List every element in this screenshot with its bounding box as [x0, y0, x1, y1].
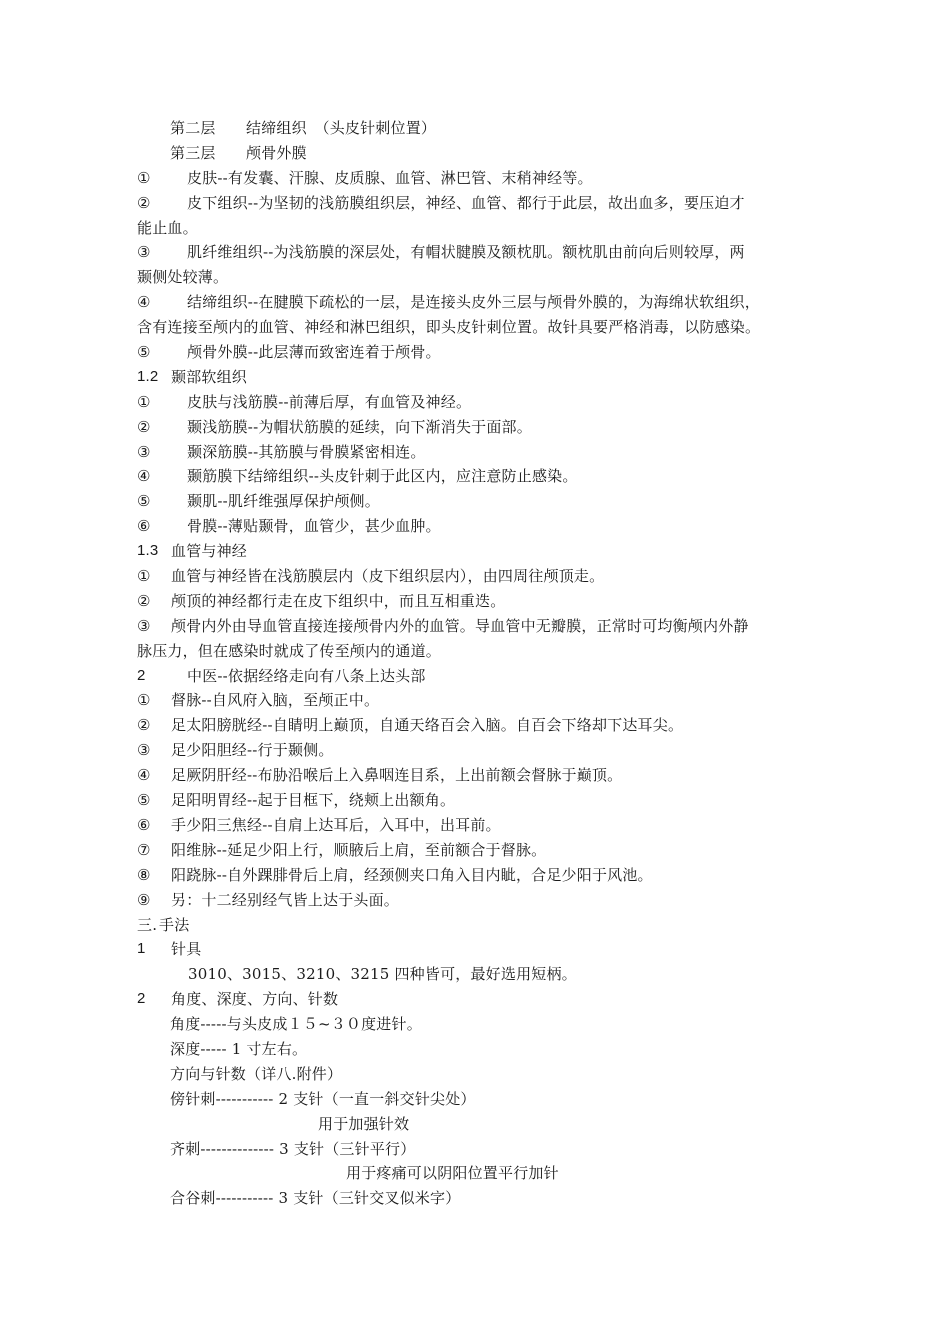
- list-item: [137, 514, 817, 539]
- list-text: 结缔组织--在腱膜下疏松的一层，是连接头皮外三层与颅骨外膜的，为海绵状软组织，: [187, 293, 760, 312]
- list-marker: ②: [137, 417, 151, 436]
- list-marker: ⑤: [137, 791, 151, 810]
- list-marker: ③: [137, 442, 151, 461]
- list-item: [137, 390, 817, 415]
- list-text: 阳维脉--延足少阳上行，顺腋后上肩，至前额合于督脉。: [171, 840, 547, 859]
- list-item: [137, 763, 817, 788]
- angle-line: 角度-----与头皮成１５~３０度进针。: [170, 1015, 422, 1034]
- list-marker: ③: [137, 616, 151, 635]
- list-text-continuation: 能止血。: [137, 218, 198, 237]
- list-item: [137, 614, 817, 664]
- list-marker: ②: [137, 193, 151, 212]
- list-text: 督脉--自风府入脑，至颅正中。: [171, 691, 380, 710]
- technique-line: 合谷刺----------- 3 支针（三针交叉似米字）: [170, 1189, 461, 1208]
- section-title: 血管与神经: [171, 542, 248, 561]
- list-item-subcutaneous: [137, 191, 817, 241]
- list-item: [137, 415, 817, 440]
- section-heading-3: [137, 913, 817, 938]
- section-number: 1: [137, 940, 146, 958]
- list-text: 颞肌--肌纤维强厚保护颅侧。: [187, 492, 380, 511]
- list-item: [137, 688, 817, 713]
- list-text: 足阳明胃经--起于目框下，绕颊上出额角。: [171, 791, 456, 810]
- text-line-layer-3: 第三层 颅骨外膜: [170, 143, 307, 162]
- list-marker: ⑨: [137, 890, 151, 909]
- list-marker: ①: [137, 691, 151, 710]
- list-item: [137, 863, 817, 888]
- depth-line: 深度----- 1 寸左右。: [170, 1039, 308, 1058]
- section-number: 2: [137, 990, 146, 1008]
- section-number: 三.: [137, 915, 158, 934]
- list-item: [137, 464, 817, 489]
- list-text: 颅顶的神经都行走在皮下组织中，而且互相重迭。: [171, 591, 506, 610]
- section-heading-2: [137, 664, 817, 689]
- list-text: 阳跷脉--自外踝腓骨后上肩，经颈侧夹口角入目内眦，合足少阳于风池。: [171, 865, 653, 884]
- list-text: 肌纤维组织--为浅筋膜的深层处，有帽状腱膜及额枕肌。额枕肌由前向后则较厚，两: [187, 243, 745, 262]
- list-item: [137, 813, 817, 838]
- list-item: [137, 589, 817, 614]
- list-text: 皮肤与浅筋膜--前薄后厚，有血管及神经。: [187, 392, 472, 411]
- list-text: 颞深筋膜--其筋膜与骨膜紧密相连。: [187, 442, 426, 461]
- list-item: [137, 788, 817, 813]
- needle-spec-line: 3010、3015、3210、3215 四种皆可，最好选用短柄。: [188, 965, 577, 984]
- list-text-continuation: 脉压力，但在感染时就成了传至颅内的通道。: [137, 641, 442, 660]
- list-marker: ①: [137, 567, 151, 586]
- text-line-layer-2: 第二层 结缔组织 （头皮针刺位置）: [170, 119, 437, 137]
- list-item: [137, 738, 817, 763]
- list-marker: ⑧: [137, 865, 151, 884]
- list-text: 颞浅筋膜--为帽状筋膜的延续，向下渐消失于面部。: [187, 417, 532, 436]
- list-marker: ②: [137, 716, 151, 735]
- list-item: [137, 838, 817, 863]
- section-title: 角度、深度、方向、针数: [171, 990, 339, 1009]
- list-item-periosteum: [137, 340, 817, 365]
- list-item: [137, 713, 817, 738]
- list-item-muscle-fiber: [137, 240, 817, 290]
- list-marker: ⑤: [137, 492, 151, 511]
- section-number: 2: [137, 666, 146, 684]
- list-item: [137, 440, 817, 465]
- list-text-continuation: 含有连接至颅内的血管、神经和淋巴组织，即头皮针刺位置。故针具要严格消毒，以防感染。: [137, 318, 761, 337]
- section-number: 1.2: [137, 367, 159, 385]
- list-item: [137, 888, 817, 913]
- subsection-heading-2: [137, 987, 817, 1012]
- direction-line: 方向与针数（详八.附件）: [170, 1064, 343, 1083]
- list-text: 骨膜--薄贴颞骨，血管少，甚少血肿。: [187, 517, 441, 536]
- list-text: 血管与神经皆在浅筋膜层内（皮下组织层内），由四周往颅顶走。: [171, 567, 605, 586]
- list-marker: ⑦: [137, 840, 151, 859]
- list-text: 皮下组织--为坚韧的浅筋膜组织层，神经、血管、都行于此层，故出血多，要压迫才: [187, 193, 745, 212]
- list-marker: ⑥: [137, 815, 151, 834]
- list-marker: ④: [137, 467, 151, 486]
- list-text-continuation: 颞侧处较薄。: [137, 268, 229, 287]
- document-body: [137, 116, 817, 1211]
- list-text: 足少阳胆经--行于颞侧。: [171, 741, 334, 760]
- list-item: [137, 489, 817, 514]
- section-heading-1-2: [137, 365, 817, 390]
- list-text: 颞筋膜下结缔组织--头皮针刺于此区内，应注意防止感染。: [187, 467, 578, 486]
- list-item-skin: [137, 166, 817, 191]
- list-text: 足太阳膀胱经--自睛明上巅顶，自通天络百会入脑。自百会下络却下达耳尖。: [171, 716, 684, 735]
- subsection-heading-1: [137, 937, 817, 962]
- list-marker: ⑥: [137, 517, 151, 536]
- list-marker: ③: [137, 741, 151, 760]
- technique-line: 傍针刺----------- 2 支针（一直一斜交针尖处）: [170, 1089, 476, 1108]
- section-number: 1.3: [137, 542, 159, 560]
- list-marker: ⑤: [137, 343, 151, 362]
- section-title: 颞部软组织: [171, 367, 248, 386]
- list-item-connective-tissue: [137, 290, 817, 340]
- list-item: [137, 564, 817, 589]
- technique-line: 齐刺-------------- 3 支针（三针平行）: [170, 1139, 416, 1158]
- list-text: 颅骨外膜--此层薄而致密连着于颅骨。: [187, 343, 441, 362]
- list-marker: ④: [137, 766, 151, 785]
- list-marker: ④: [137, 293, 151, 312]
- technique-note: 用于疼痛可以阴阳位置平行加针: [346, 1164, 559, 1183]
- list-marker: ①: [137, 168, 151, 187]
- list-marker: ③: [137, 243, 151, 262]
- list-text: 手少阳三焦经--自肩上达耳后，入耳中，出耳前。: [171, 815, 501, 834]
- list-marker: ①: [137, 392, 151, 411]
- list-text: 足厥阴肝经--布胁沿喉后上入鼻咽连目系，上出前额会督脉于巅顶。: [171, 766, 623, 785]
- list-text: 另：十二经别经气皆上达于头面。: [171, 890, 400, 909]
- list-text: 颅骨内外由导血管直接连接颅骨内外的血管。导血管中无瓣膜，正常时可均衡颅内外静: [171, 616, 749, 635]
- technique-note: 用于加强针效: [318, 1114, 410, 1133]
- list-text: 皮肤--有发囊、汗腺、皮质腺、血管、淋巴管、末稍神经等。: [187, 168, 593, 187]
- section-title: 针具: [171, 940, 202, 959]
- section-title: 中医--依据经络走向有八条上达头部: [187, 666, 426, 685]
- section-heading-1-3: [137, 539, 817, 564]
- section-title: 手法: [159, 915, 190, 934]
- list-marker: ②: [137, 591, 151, 610]
